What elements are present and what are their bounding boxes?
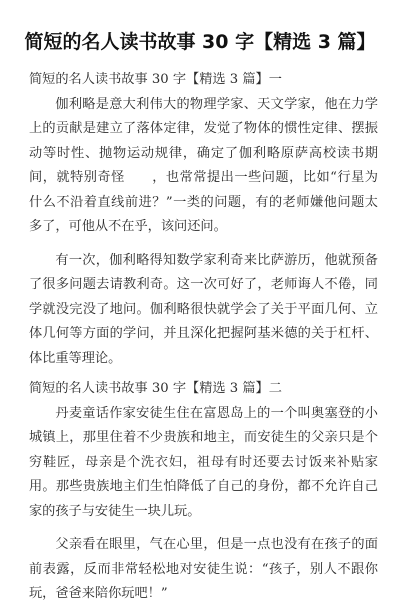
section-heading: 简短的名人读书故事 30 字【精选 3 篇】一 — [29, 72, 282, 87]
paragraph: 有一次，伽利略得知数学家利奇来比萨游历，他就预备了很多问题去请教利奇。这一次可好了，老师诲人不倦，同学就没完没了地问。伽利略很快就学会了关于平面几何、立体几何等方面的学问，并且深化把握阿基米德的关于杠杆、体比重等理论。 — [29, 252, 378, 366]
paragraph: 伽利略是意大利伟大的物理学家、天文学家，他在力学上的贡献是建立了落体定律，发觉了物体的惯性定律、摆振动等时性、抛物运动规律，确定了伽利略原萨高校读书期间，就特别奇怪 ，也常常提出一些问题，比如“行星为什么不沿着直线前进？”一类的问题，有的老师嫌他问题太多了，可他从不在乎，该问还问。 — [29, 96, 378, 234]
document-title: 简短的名人读书故事 30 字【精选 3 篇】 — [24, 31, 376, 53]
document-body — [29, 68, 378, 616]
section-heading: 简短的名人读书故事 30 字【精选 3 篇】二 — [29, 381, 282, 396]
paragraph: 丹麦童话作家安徒生住在富恩岛上的一个叫奥塞登的小城镇上，那里住着不少贵族和地主，而安徒生的父亲只是个穷鞋匠，母亲是个洗衣妇，祖母有时还要去讨饭来补贴家用。那些贵族地主们生怕降低了自己的身份，都不允许自己家的孩子与安徒生一块儿玩。 — [29, 405, 378, 519]
paragraph: 父亲看在眼里，气在心里，但是一点也没有在孩子的面前表露，反而非常轻松地对安徒生说：“孩子，别人不跟你玩，爸爸来陪你玩吧！” — [29, 537, 378, 601]
